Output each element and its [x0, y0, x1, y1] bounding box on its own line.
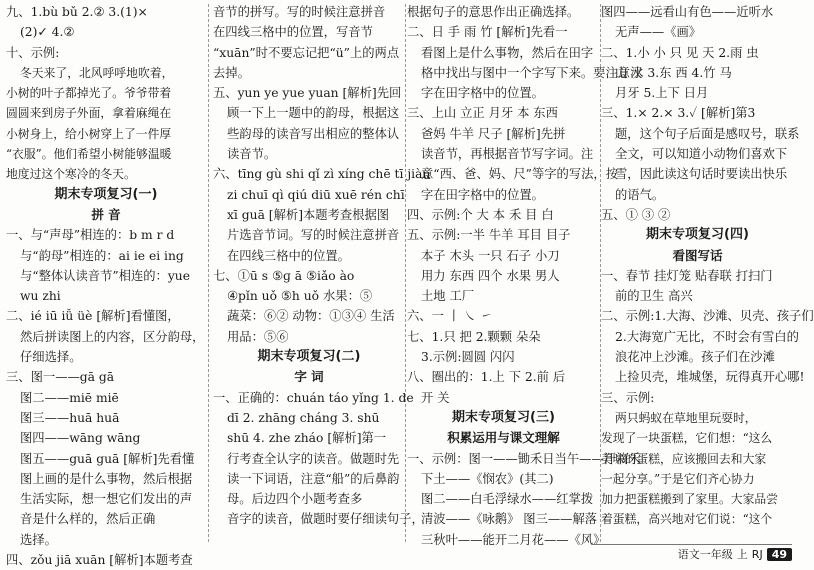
answer-line: 用品：⑤⑥ — [227, 329, 289, 344]
footer-rule — [592, 544, 792, 545]
answer-line: 用力 东西 四个 水果 男人 — [421, 268, 560, 283]
answer-line: 图二——白毛浮绿水——红掌拨 — [421, 492, 594, 507]
footer-edition: RJ — [751, 547, 763, 561]
answer-line: 格中找出与图中一个字写下来。要注意汉 — [421, 65, 643, 80]
page-footer — [678, 546, 792, 562]
answer-line: 生活实际，想一想它们发出的声 — [20, 492, 193, 507]
answer-line: 音节的拼写。写的时候注意拼音 — [213, 5, 386, 19]
answer-line: 一起分享。”于是它们齐心协力 — [601, 471, 755, 486]
answer-line: 音字的读音，做题时要仔细读句子， — [227, 512, 424, 527]
answer-line: 七、1.只 把 2.颗颗 朵朵 — [407, 329, 541, 344]
section-subheading: 看图写话 — [672, 247, 723, 263]
answer-line: 图上画的是什么事物，然后根据 — [20, 471, 193, 486]
answer-line: 一、春节 挂灯笼 贴春联 打扫门 — [601, 268, 773, 283]
footer-subject: 语文一年级 — [677, 548, 733, 561]
answer-line: 些韵母的读音写出相应的整体认 — [227, 126, 400, 141]
answer-line: 发现了一块蛋糕，它们想：“这么 — [601, 431, 773, 446]
answer-line: 十、示例: — [6, 45, 60, 60]
answer-line: 根据句子的意思作出正确选择。 — [407, 5, 580, 19]
answer-line: 八、圈出的：1.上 下 2.前 后 — [407, 370, 566, 385]
column-4 — [601, 2, 814, 547]
answer-line: 的语气。 — [615, 187, 665, 202]
answer-line: 三、1.× 2.× 3.✓ [解析]第3 — [601, 106, 756, 121]
answer-line: 仔细选择。 — [20, 350, 82, 365]
answer-line: 本子 木头 一只 石子 小刀 — [421, 248, 560, 263]
answer-line: 音是什么样的，然后正确 — [20, 512, 156, 527]
answer-line: 意“西、爸、妈、尺”等字的写法，按 — [421, 167, 619, 182]
answer-line: 圆圆来到房子外面，拿着麻绳在 — [6, 106, 172, 121]
answer-line: 二、1.小 小 只 见 天 2.雨 虫 — [601, 45, 759, 60]
section-heading: 期末专项复习(二) — [257, 349, 361, 365]
answer-line: 开 关 — [421, 390, 450, 405]
answer-line: 四、zǒu jiā xuān [解析]本题考查 — [6, 553, 193, 568]
answer-line: 上捡贝壳，堆城堡，玩得真开心哪! — [615, 370, 805, 385]
section-subheading: 拼 音 — [91, 206, 121, 222]
column-1 — [6, 2, 206, 568]
answer-line: 下土——《悯农》(其二) — [421, 471, 554, 486]
answer-line: 五、yun ye yue yuan [解析]先回 — [213, 86, 402, 101]
answer-line: 2.大海宽广无比，不时会有雪白的 — [615, 329, 799, 344]
answer-line: 然后拼读图上的内容，区分韵母， — [20, 329, 205, 344]
answer-line: 四、示例:个 大 本 禾 目 白 — [407, 207, 554, 222]
answer-line: 七、①ū s ⑤ɡ ā ⑤iǎo ào — [213, 268, 355, 283]
answer-line: 二、日 手 雨 竹 [解析]先看一 — [407, 25, 568, 40]
answer-line: 图五——guā guā [解析]先看懂 — [20, 451, 195, 466]
answer-line: 图四——远看山有色——近听水 — [601, 5, 774, 19]
answer-line: 片选音节词。写的时候注意拼音 — [227, 228, 400, 243]
answer-line: ④pǐn uǒ ⑤h uǒ 水果：⑤ — [227, 289, 373, 304]
answer-line: 图二——miē miē — [20, 390, 119, 405]
answer-line: 小树身上，给小树穿上了一件厚 — [6, 126, 172, 141]
answer-line: 图三——huā huā — [20, 410, 120, 425]
answer-line: 与“韵母”相连的：ai ie ei ing — [20, 248, 184, 263]
answer-line: 三、示例: — [601, 390, 655, 405]
column-divider — [405, 4, 406, 542]
answer-line: 三秋叶——能开二月花——《风》 — [421, 532, 606, 547]
answer-line: 读音节，再根据音节写字词。注 — [421, 147, 594, 162]
answer-line: zi chuī qì qiú diū xuē rén chī — [227, 187, 405, 202]
answer-line: shū 4. zhe zháo [解析]第一 — [227, 431, 387, 446]
answer-line: 母。后边四个小题考查多 — [227, 492, 363, 507]
answer-line: “衣服”。他们希望小树能够温暖 — [6, 147, 172, 162]
answer-line: 一、正确的：chuán táo yǐng 1. de — [213, 390, 414, 405]
answer-line: 图四——wāng wāng — [20, 431, 141, 446]
section-subheading: 字 词 — [294, 369, 324, 385]
answer-line: 浪花冲上沙滩。孩子们在沙滩 — [615, 350, 775, 365]
answer-line: 前的卫生 高兴 — [615, 289, 693, 304]
answer-line: 清波——《咏鹅》 图三——解落 — [421, 512, 598, 527]
answer-line: 着蛋糕，高兴地对它们说：“这个 — [601, 512, 773, 527]
answer-line: 字在田字格中的位置。 — [421, 187, 544, 202]
answer-line: 无声——《画》 — [615, 25, 702, 40]
answer-line: 六、一 丨 ㇏ ㇀ — [407, 309, 493, 324]
page-number: 49 — [767, 548, 792, 561]
answer-line: “xuān”时不要忘记把“ü”上的两点 — [213, 45, 400, 60]
answer-line: xī guā [解析]本题考查根据图 — [227, 207, 390, 222]
section-heading: 期末专项复习(一) — [54, 186, 158, 202]
answer-line: wu zhi — [20, 289, 61, 304]
answer-line: 三、上山 立正 月牙 本 东西 — [407, 106, 558, 121]
answer-line: 加力把蛋糕搬到了家里。大家品尝 — [601, 492, 778, 507]
answer-line: 山 水 3.东 西 4.竹 马 — [615, 65, 732, 80]
answer-line: 一、与“声母”相连的：b m r d — [6, 228, 175, 243]
answer-line: 五、示例:一半 牛羊 耳目 目子 — [407, 228, 571, 243]
answer-line: 读音节。 — [227, 147, 277, 162]
answer-line: 三、图一——gā gā — [6, 370, 115, 385]
answer-line: 地度过这个寒冷的冬天。 — [6, 167, 136, 182]
answer-line: 雪，因此读这句话时要读出快乐 — [615, 167, 788, 182]
answer-line: 题，这个句子后面是感叹号，联系 — [615, 126, 800, 141]
answer-line: 两只蚂蚁在草地里玩耍时， — [615, 410, 757, 425]
answer-line: 蔬菜：⑥② 动物：①③④ 生活 — [227, 309, 395, 324]
answer-line: dī 2. zhāng cháng 3. shū — [227, 410, 380, 425]
footer-term: 上 — [736, 548, 748, 561]
answer-line: 二、示例:1.大海、沙滩、贝壳、孩子们 — [601, 309, 814, 324]
answer-line: 看图上是什么事物，然后在田字 — [421, 45, 594, 60]
section-heading: 期末专项复习(四) — [646, 227, 749, 243]
answer-line: 行考查全认字的读音。做题时先 — [227, 451, 400, 466]
answer-line: 爸妈 牛羊 尺子 [解析]先拼 — [421, 126, 566, 141]
answer-line: 冬天来了，北风呼呼地吹着， — [20, 65, 174, 80]
answer-line: 字在田字格中的位置。 — [421, 86, 544, 101]
answer-line: 全文，可以知道小动物们喜欢下 — [615, 147, 788, 162]
column-divider — [208, 4, 209, 542]
answer-line: 土地 工厂 — [421, 289, 475, 304]
answer-line: 在四线三格中的位置，写音节 — [213, 25, 373, 40]
answer-line: 九、1.bù bǔ 2.② 3.(1)× — [6, 5, 148, 19]
answer-line: 五、① ③ ② — [601, 207, 671, 222]
answer-line: 美味的蛋糕，应该搬回去和大家 — [601, 451, 767, 466]
answer-line: 二、ié iū iǚ üè [解析]看懂图， — [6, 309, 180, 324]
answer-line: 在四线三格中的位置。 — [227, 248, 350, 263]
answer-line: 选择。 — [20, 532, 57, 547]
column-2 — [213, 2, 431, 547]
answer-line: 六、tīng gù shi qǐ zì xíng chē tī jiàn — [213, 167, 431, 182]
section-heading: 期末专项复习(三) — [452, 409, 555, 425]
answer-line: 3.示例:圆圆 闪闪 — [421, 350, 515, 365]
answer-line: 一、示例：图一——锄禾日当午——汗滴禾 — [407, 451, 641, 466]
section-subheading: 积累运用与课文理解 — [447, 430, 560, 446]
answer-line: 顾一下上一题中的韵母，根据这 — [227, 106, 400, 121]
answer-line: 去掉。 — [213, 65, 250, 80]
answer-line: (2)✓ 4.② — [20, 25, 75, 40]
answer-line: 月牙 5.上下 日月 — [615, 86, 709, 101]
answer-line: 小树的叶子都掉光了。爷爷带着 — [6, 86, 172, 101]
answer-line: 与“整体认读音节”相连的：yue — [20, 268, 190, 283]
answer-line: 读一下词语，注意“船”的后鼻韵 — [227, 471, 400, 486]
